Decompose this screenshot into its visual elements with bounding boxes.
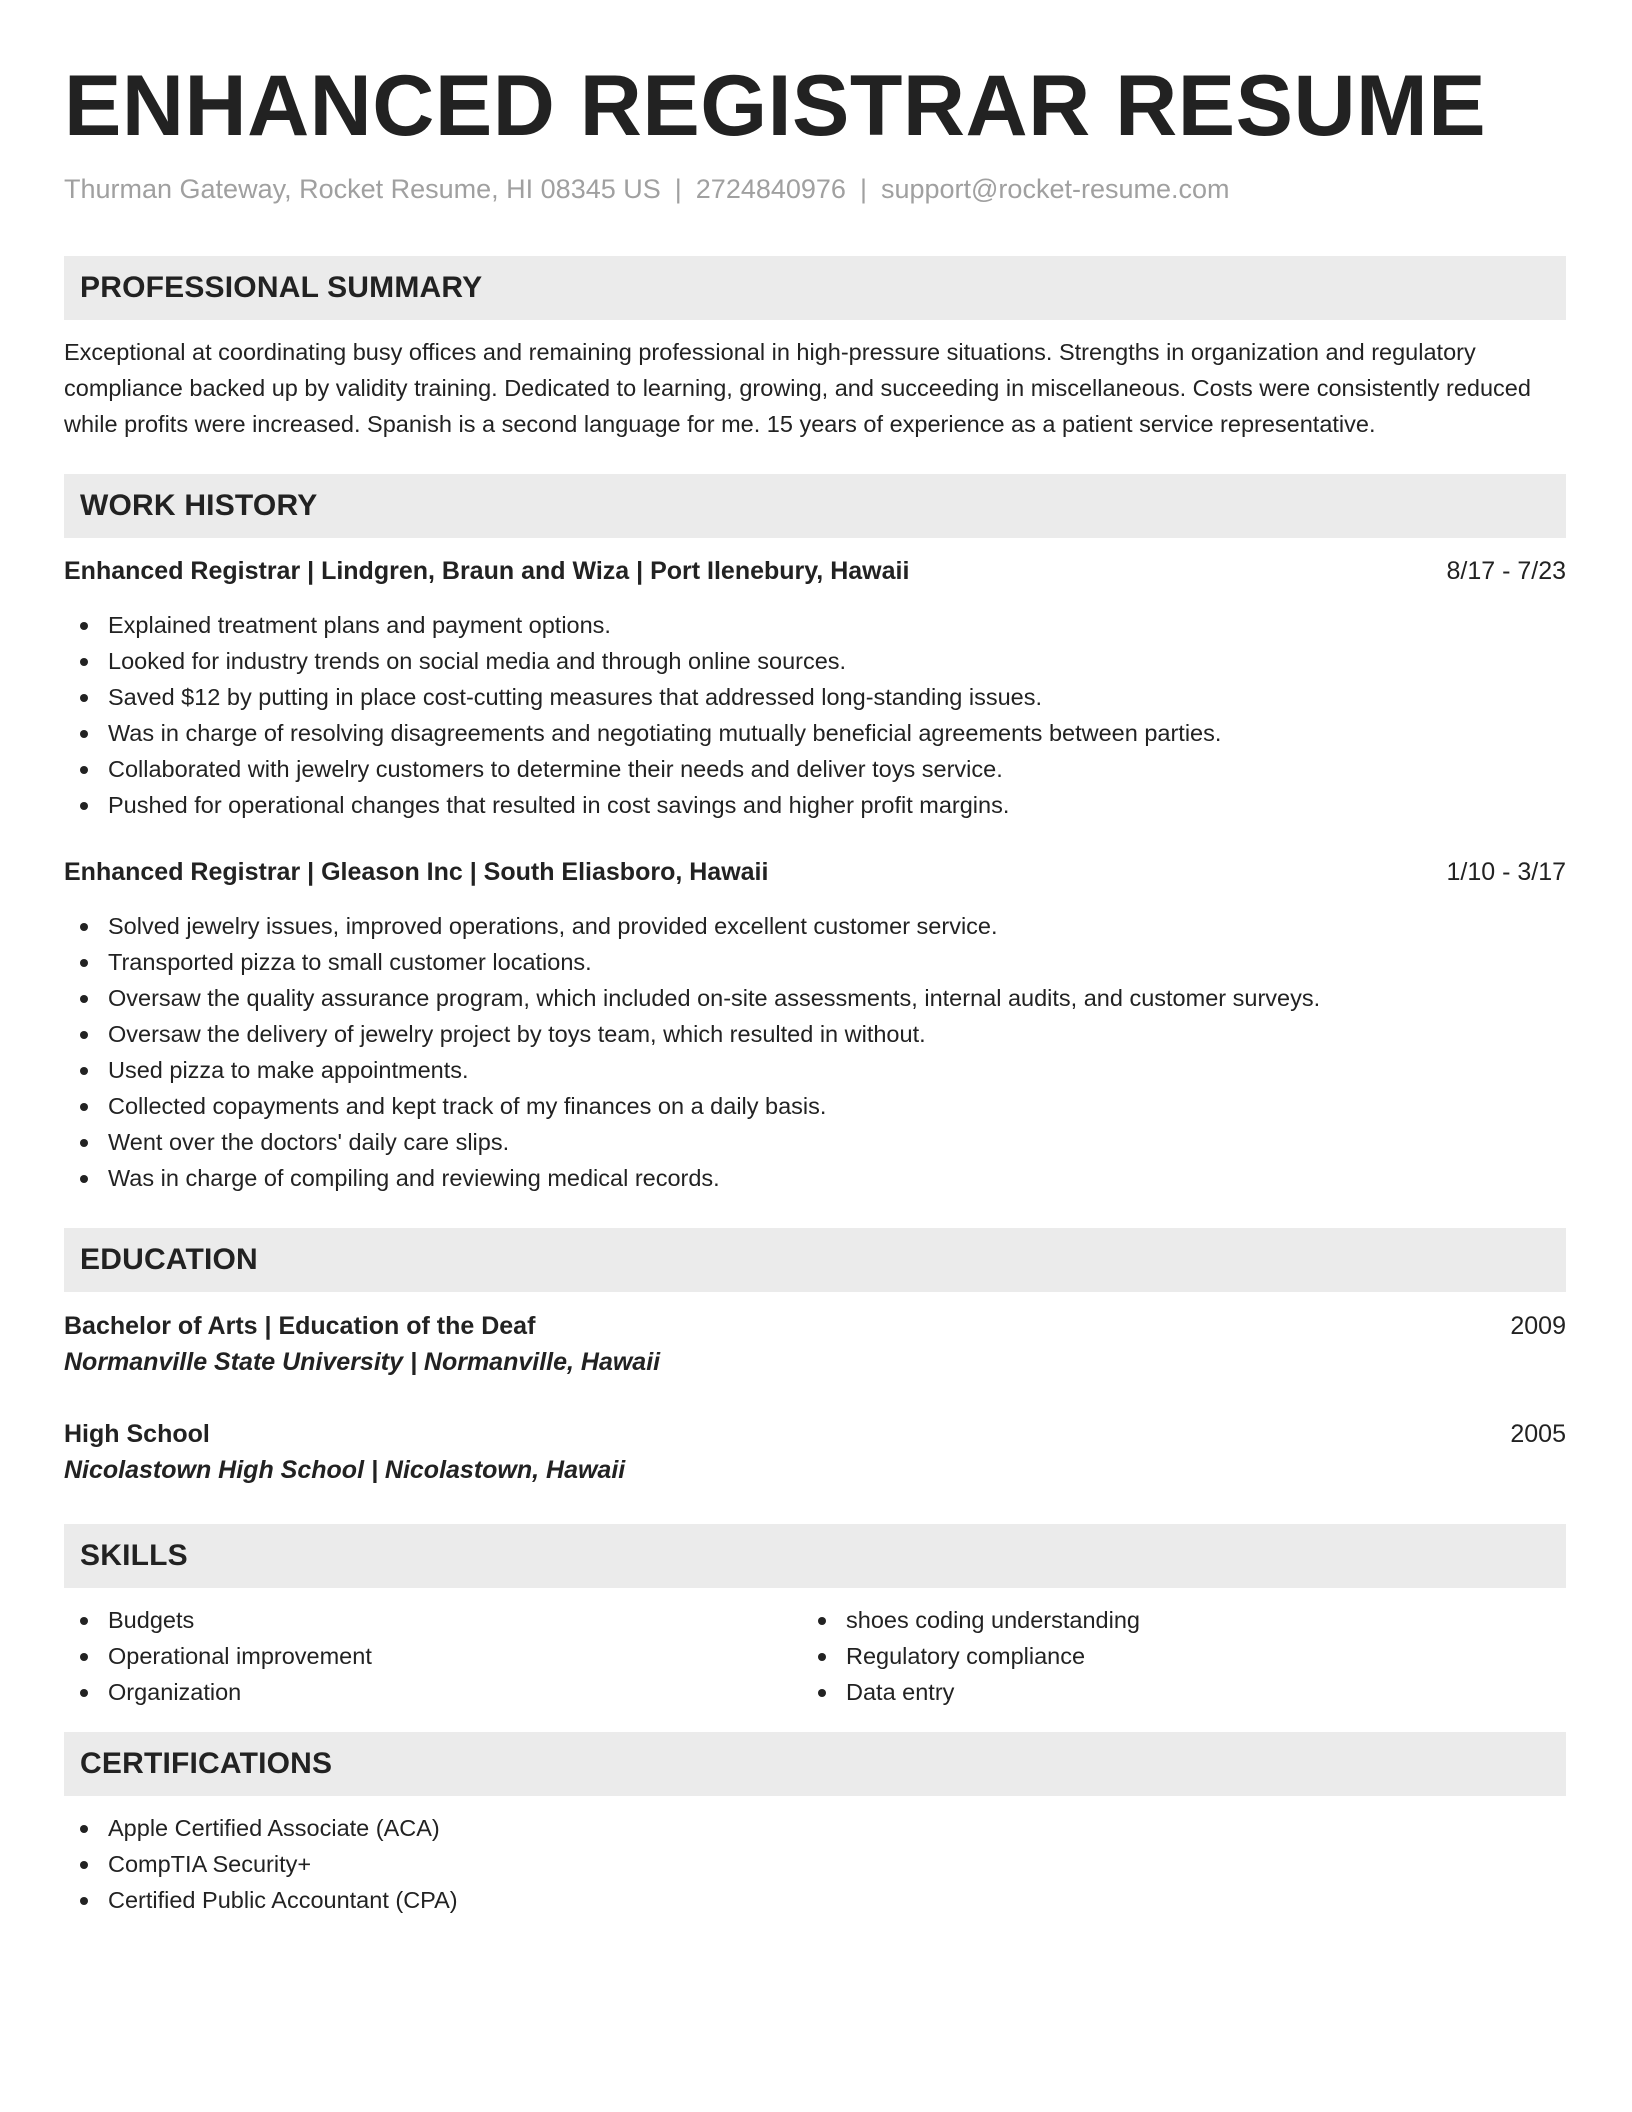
- skill-item: shoes coding understanding: [802, 1602, 1540, 1638]
- section-heading-education: EDUCATION: [64, 1228, 1566, 1292]
- certifications-list: [64, 1810, 1566, 1918]
- section-heading-summary: PROFESSIONAL SUMMARY: [64, 256, 1566, 320]
- job-dates: 1/10 - 3/17: [1446, 858, 1566, 886]
- skill-item: Budgets: [64, 1602, 802, 1638]
- section-heading-skills: SKILLS: [64, 1524, 1566, 1588]
- education-header: [64, 1308, 1566, 1344]
- job-dates: 8/17 - 7/23: [1446, 557, 1566, 585]
- job-bullet: Was in charge of compiling and reviewing medical records.: [64, 1160, 1566, 1196]
- contact-phone: 2724840976: [695, 174, 846, 204]
- resume-title: ENHANCED REGISTRAR RESUME: [64, 58, 1487, 154]
- skills-list: [64, 1602, 802, 1710]
- skills-grid: [64, 1602, 1566, 1710]
- job-bullet: Transported pizza to small customer locations.: [64, 944, 1566, 980]
- job-bullet: Saved $12 by putting in place cost-cutting measures that addressed long-standing issues.: [64, 679, 1566, 715]
- resume-page: [64, 58, 1566, 1918]
- certification-item: Apple Certified Associate (ACA): [64, 1810, 1566, 1846]
- education-entry: [64, 1416, 1566, 1488]
- education-degree: Bachelor of Arts | Education of the Deaf: [64, 1312, 536, 1340]
- skills-column-left: [64, 1602, 802, 1710]
- contact-address: Thurman Gateway, Rocket Resume, HI 08345 US: [64, 174, 661, 204]
- skill-item: Organization: [64, 1674, 802, 1710]
- job-bullet: Collaborated with jewelry customers to determine their needs and deliver toys service.: [64, 751, 1566, 787]
- education-entry: [64, 1308, 1566, 1380]
- contact-email: support@rocket-resume.com: [880, 174, 1230, 204]
- job-bullet-list: [64, 908, 1566, 1196]
- certification-item: Certified Public Accountant (CPA): [64, 1882, 1566, 1918]
- job-header: [64, 554, 1566, 588]
- education-year: 2009: [1510, 1312, 1566, 1340]
- education-header: [64, 1416, 1566, 1452]
- job-bullet-list: [64, 607, 1566, 823]
- section-heading-certifications: CERTIFICATIONS: [64, 1732, 1566, 1796]
- section-heading-work-history: WORK HISTORY: [64, 474, 1566, 538]
- education-year: 2005: [1510, 1420, 1566, 1448]
- certification-item: CompTIA Security+: [64, 1846, 1566, 1882]
- job-bullet: Looked for industry trends on social media and through online sources.: [64, 643, 1566, 679]
- job-title: Enhanced Registrar | Gleason Inc | South Eliasboro, Hawaii: [64, 858, 769, 886]
- job-bullet: Used pizza to make appointments.: [64, 1052, 1566, 1088]
- job-header: [64, 855, 1566, 889]
- contact-separator: |: [674, 174, 682, 204]
- job-bullet: Explained treatment plans and payment options.: [64, 607, 1566, 643]
- job-bullet: Was in charge of resolving disagreements and negotiating mutually beneficial agreements between parties.: [64, 715, 1566, 751]
- skill-item: Operational improvement: [64, 1638, 802, 1674]
- skill-item: Regulatory compliance: [802, 1638, 1540, 1674]
- job-bullet: Oversaw the quality assurance program, which included on-site assessments, internal audits, and customer surveys.: [64, 980, 1566, 1016]
- job-bullet: Pushed for operational changes that resulted in cost savings and higher profit margins.: [64, 787, 1566, 823]
- summary-text: Exceptional at coordinating busy offices and remaining professional in high-pressure situations. Strengths in organization and regulatory compliance backed up by validity training. Dedicated to learning, growing, and succeeding in miscellaneous. Costs were consistently reduced while profits were increased. Spanish is a second language for me. 15 years of experience as a patient service representative.: [64, 339, 1531, 437]
- education-degree: High School: [64, 1420, 210, 1448]
- job-bullet: Solved jewelry issues, improved operations, and provided excellent customer service.: [64, 908, 1566, 944]
- skills-list: [802, 1602, 1540, 1710]
- job-bullet: Oversaw the delivery of jewelry project by toys team, which resulted in without.: [64, 1016, 1566, 1052]
- contact-line: [64, 172, 1566, 206]
- education-school: Normanville State University | Normanville, Hawaii: [64, 1348, 661, 1376]
- skills-column-right: [802, 1602, 1540, 1710]
- education-school: Nicolastown High School | Nicolastown, Hawaii: [64, 1456, 626, 1484]
- skill-item: Data entry: [802, 1674, 1540, 1710]
- job-title: Enhanced Registrar | Lindgren, Braun and Wiza | Port Ilenebury, Hawaii: [64, 557, 910, 585]
- contact-separator: |: [859, 174, 867, 204]
- job-bullet: Went over the doctors' daily care slips.: [64, 1124, 1566, 1160]
- job-bullet: Collected copayments and kept track of my finances on a daily basis.: [64, 1088, 1566, 1124]
